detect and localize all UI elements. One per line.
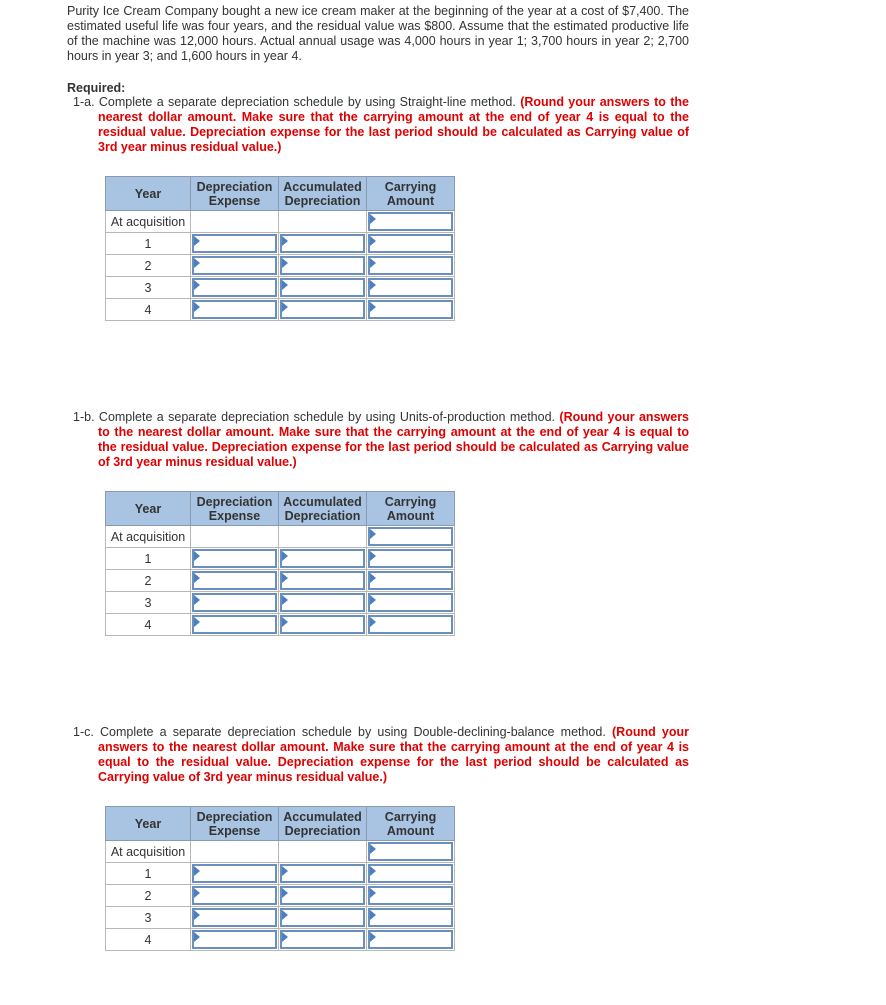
dep-expense-input[interactable] — [191, 885, 279, 907]
dep-expense-input[interactable] — [191, 255, 279, 277]
accum-dep-cell — [279, 526, 367, 548]
table-row — [106, 907, 455, 929]
table-row — [106, 299, 455, 321]
instruction-1b — [73, 410, 689, 470]
header-year: Year — [106, 492, 191, 526]
instruction-1b-note: (Round your answers to the nearest dollar amount. Make sure that the carrying amount at the end of year 4 is equal to the residual value. Depreciation expense for the last period should be calculated as Carrying value of 3rd year minus residual value.) — [98, 410, 690, 469]
header-year: Year — [106, 177, 191, 211]
schedule-table-straight-line — [105, 176, 455, 321]
table-row — [106, 233, 455, 255]
accum-dep-input[interactable] — [279, 929, 367, 951]
year-label: 4 — [106, 929, 191, 951]
carrying-input[interactable] — [367, 614, 455, 636]
year-label: 3 — [106, 592, 191, 614]
accum-dep-input[interactable] — [279, 255, 367, 277]
dep-expense-cell — [191, 841, 279, 863]
year-label: 2 — [106, 255, 191, 277]
carrying-input[interactable] — [367, 885, 455, 907]
instruction-1c-text: 1-c. Complete a separate depreciation schedule by using Double-declining-balance method. — [73, 725, 606, 739]
table-row — [106, 277, 455, 299]
table-row — [106, 570, 455, 592]
dep-expense-input[interactable] — [191, 299, 279, 321]
dep-expense-input[interactable] — [191, 548, 279, 570]
year-label: At acquisition — [106, 211, 191, 233]
year-label: 1 — [106, 863, 191, 885]
year-label: 4 — [106, 299, 191, 321]
carrying-input[interactable] — [367, 592, 455, 614]
instruction-1a — [73, 95, 689, 155]
instruction-1c-note: (Round your answers to the nearest dollar amount. Make sure that the carrying amount at the end of year 4 is equal to the residual value. Depreciation expense for the last period should be calculated as Carrying value of 3rd year minus residual value.) — [98, 725, 689, 784]
dep-expense-input[interactable] — [191, 570, 279, 592]
carrying-input[interactable] — [367, 526, 455, 548]
accum-dep-input[interactable] — [279, 277, 367, 299]
year-label: At acquisition — [106, 841, 191, 863]
dep-expense-cell — [191, 526, 279, 548]
accum-dep-input[interactable] — [279, 907, 367, 929]
header-carrying: Carrying Amount — [367, 807, 455, 841]
table-row — [106, 211, 455, 233]
accum-dep-input[interactable] — [279, 592, 367, 614]
header-carrying: Carrying Amount — [367, 177, 455, 211]
accum-dep-input[interactable] — [279, 614, 367, 636]
instruction-1a-note: (Round your answers to the nearest dollar amount. Make sure that the carrying amount at the end of year 4 is equal to the residual value. Depreciation expense for the last period should be calculated as Carrying value of 3rd year minus residual value.) — [98, 95, 690, 154]
accum-dep-input[interactable] — [279, 299, 367, 321]
carrying-input[interactable] — [367, 863, 455, 885]
year-label: 1 — [106, 233, 191, 255]
accum-dep-input[interactable] — [279, 885, 367, 907]
table-row — [106, 592, 455, 614]
dep-expense-cell — [191, 211, 279, 233]
carrying-input[interactable] — [367, 211, 455, 233]
problem-intro: Purity Ice Cream Company bought a new ice cream maker at the beginning of the year at a cost of $7,400. The estimated useful life was four years, and the residual value was $800. Assume that the estimated productive life of the machine was 12,000 hours. Actual annual usage was 4,000 hours in year 1; 3,700 hours in year 2; 2,700 hours in year 3; and 1,600 hours in year 4. — [67, 4, 689, 63]
dep-expense-input[interactable] — [191, 929, 279, 951]
carrying-input[interactable] — [367, 255, 455, 277]
header-dep-expense: Depreciation Expense — [191, 492, 279, 526]
year-label: 3 — [106, 277, 191, 299]
carrying-input[interactable] — [367, 299, 455, 321]
carrying-input[interactable] — [367, 548, 455, 570]
accum-dep-input[interactable] — [279, 570, 367, 592]
schedule-table-double-declining — [105, 806, 455, 951]
year-label: 1 — [106, 548, 191, 570]
table-row — [106, 885, 455, 907]
accum-dep-input[interactable] — [279, 863, 367, 885]
year-label: 4 — [106, 614, 191, 636]
carrying-input[interactable] — [367, 277, 455, 299]
dep-expense-input[interactable] — [191, 907, 279, 929]
header-accum-dep: Accumulated Depreciation — [279, 492, 367, 526]
accum-dep-cell — [279, 211, 367, 233]
header-dep-expense: Depreciation Expense — [191, 177, 279, 211]
header-dep-expense: Depreciation Expense — [191, 807, 279, 841]
table-row — [106, 614, 455, 636]
year-label: At acquisition — [106, 526, 191, 548]
table-row — [106, 526, 455, 548]
required-heading: Required: — [67, 81, 126, 95]
accum-dep-input[interactable] — [279, 233, 367, 255]
header-year: Year — [106, 807, 191, 841]
table-row — [106, 548, 455, 570]
year-label: 2 — [106, 570, 191, 592]
instruction-1a-text: 1-a. Complete a separate depreciation schedule by using Straight-line method. — [73, 95, 516, 109]
accum-dep-cell — [279, 841, 367, 863]
carrying-input[interactable] — [367, 841, 455, 863]
header-accum-dep: Accumulated Depreciation — [279, 177, 367, 211]
table-row — [106, 863, 455, 885]
accum-dep-input[interactable] — [279, 548, 367, 570]
year-label: 3 — [106, 907, 191, 929]
header-accum-dep: Accumulated Depreciation — [279, 807, 367, 841]
carrying-input[interactable] — [367, 907, 455, 929]
instruction-1c — [73, 725, 689, 785]
carrying-input[interactable] — [367, 233, 455, 255]
dep-expense-input[interactable] — [191, 277, 279, 299]
instruction-1b-text: 1-b. Complete a separate depreciation schedule by using Units-of-production method. — [73, 410, 556, 424]
dep-expense-input[interactable] — [191, 863, 279, 885]
carrying-input[interactable] — [367, 570, 455, 592]
table-row — [106, 841, 455, 863]
dep-expense-input[interactable] — [191, 592, 279, 614]
dep-expense-input[interactable] — [191, 233, 279, 255]
header-carrying: Carrying Amount — [367, 492, 455, 526]
year-label: 2 — [106, 885, 191, 907]
carrying-input[interactable] — [367, 929, 455, 951]
table-row — [106, 255, 455, 277]
dep-expense-input[interactable] — [191, 614, 279, 636]
schedule-table-units-of-production — [105, 491, 455, 636]
table-row — [106, 929, 455, 951]
